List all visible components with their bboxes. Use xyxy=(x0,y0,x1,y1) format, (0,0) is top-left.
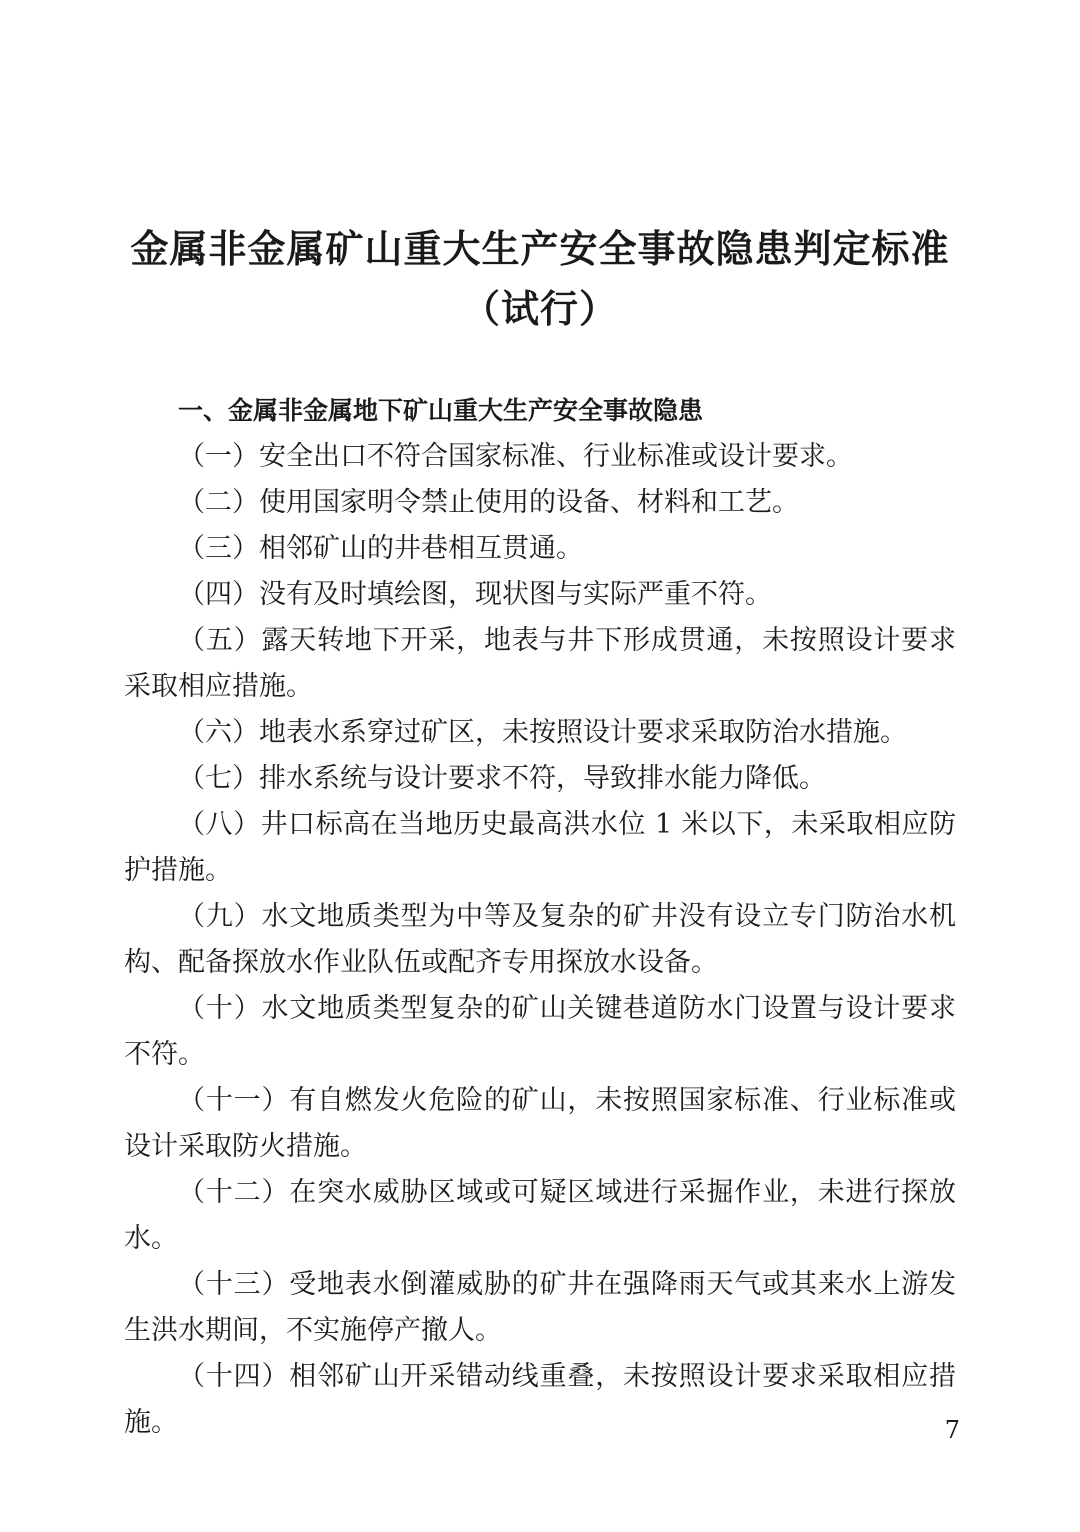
list-item: （七）排水系统与设计要求不符，导致排水能力降低。 xyxy=(178,763,826,794)
list-item: （五）露天转地下开采，地表与井下形成贯通，未按照设计要求采取相应措施。 xyxy=(124,625,956,702)
list-item: （三）相邻矿山的井巷相互贯通。 xyxy=(178,533,583,564)
document-body xyxy=(124,388,956,1446)
section-heading: 一、金属非金属地下矿山重大生产安全事故隐患 xyxy=(178,396,704,425)
list-item: （八）井口标高在当地历史最高洪水位 1 米以下，未采取相应防护措施。 xyxy=(124,809,956,886)
list-item: （十一）有自燃发火危险的矿山，未按照国家标准、行业标准或设计采取防火措施。 xyxy=(124,1085,956,1162)
list-item: （四）没有及时填绘图，现状图与实际严重不符。 xyxy=(178,579,772,610)
page-number: 7 xyxy=(944,1416,960,1444)
list-item: （九）水文地质类型为中等及复杂的矿井没有设立专门防治水机构、配备探放水作业队伍或配齐专用探放水设备。 xyxy=(124,901,956,978)
document-subtitle: （试行） xyxy=(461,287,618,331)
list-item: （十三）受地表水倒灌威胁的矿井在强降雨天气或其来水上游发生洪水期间，不实施停产撤人。 xyxy=(124,1269,956,1346)
document-title: 金属非金属矿山重大生产安全事故隐患判定标准 xyxy=(130,227,950,271)
list-item: （十二）在突水威胁区域或可疑区域进行采掘作业，未进行探放水。 xyxy=(124,1177,956,1254)
list-item: （十）水文地质类型复杂的矿山关键巷道防水门设置与设计要求不符。 xyxy=(124,993,956,1070)
list-item: （一）安全出口不符合国家标准、行业标准或设计要求。 xyxy=(178,441,853,472)
list-item: （十四）相邻矿山开采错动线重叠，未按照设计要求采取相应措施。 xyxy=(124,1361,956,1438)
list-item: （六）地表水系穿过矿区，未按照设计要求采取防治水措施。 xyxy=(178,717,907,748)
list-item: （二）使用国家明令禁止使用的设备、材料和工艺。 xyxy=(178,487,799,518)
